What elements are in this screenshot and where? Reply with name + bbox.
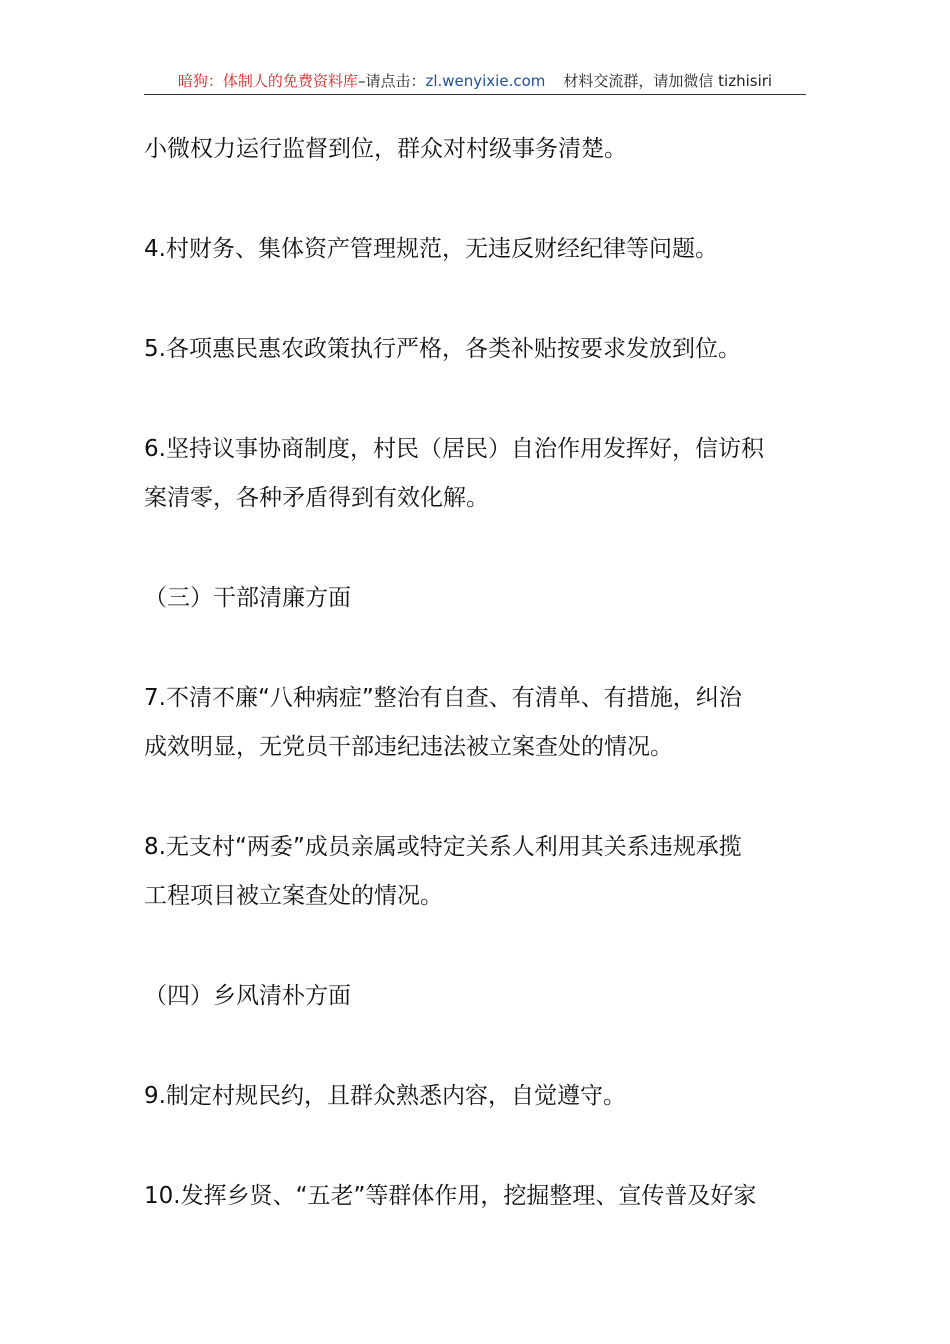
page-header (144, 68, 806, 95)
body-line: 9.制定村规民约，且群众熟悉内容，自觉遵守。 (144, 1083, 626, 1109)
body-line: 8.无支村“两委”成员亲属或特定关系人利用其关系违规承揽 (144, 834, 742, 860)
body-line: 工程项目被立案查处的情况。 (144, 883, 443, 909)
body-line: 5.各项惠民惠农政策执行严格，各类补贴按要求发放到位。 (144, 336, 741, 362)
header-group-note: 材料交流群，请加微信 tizhisiri (563, 72, 773, 90)
header-brand: 暗狗：体制人的免费资料库 (177, 72, 358, 90)
header-link[interactable]: zl.wenyixie.com (425, 72, 546, 90)
body-line: 7.不清不廉“八种病症”整治有自查、有清单、有措施，纠治 (144, 685, 742, 711)
body-line: 小微权力运行监督到位，群众对村级事务清楚。 (144, 136, 627, 162)
header-link-prefix: –请点击： (357, 72, 426, 90)
section-heading: （四）乡风清朴方面 (144, 983, 351, 1009)
section-heading: （三）干部清廉方面 (144, 585, 351, 611)
body-line: 4.村财务、集体资产管理规范，无违反财经纪律等问题。 (144, 236, 718, 262)
body-line: 案清零，各种矛盾得到有效化解。 (144, 485, 489, 511)
body-line: 成效明显，无党员干部违纪违法被立案查处的情况。 (144, 734, 673, 760)
body-line: 6.坚持议事协商制度，村民（居民）自治作用发挥好，信访积 (144, 436, 764, 462)
body-line: 10.发挥乡贤、“五老”等群体作用，挖掘整理、宣传普及好家 (144, 1183, 757, 1209)
